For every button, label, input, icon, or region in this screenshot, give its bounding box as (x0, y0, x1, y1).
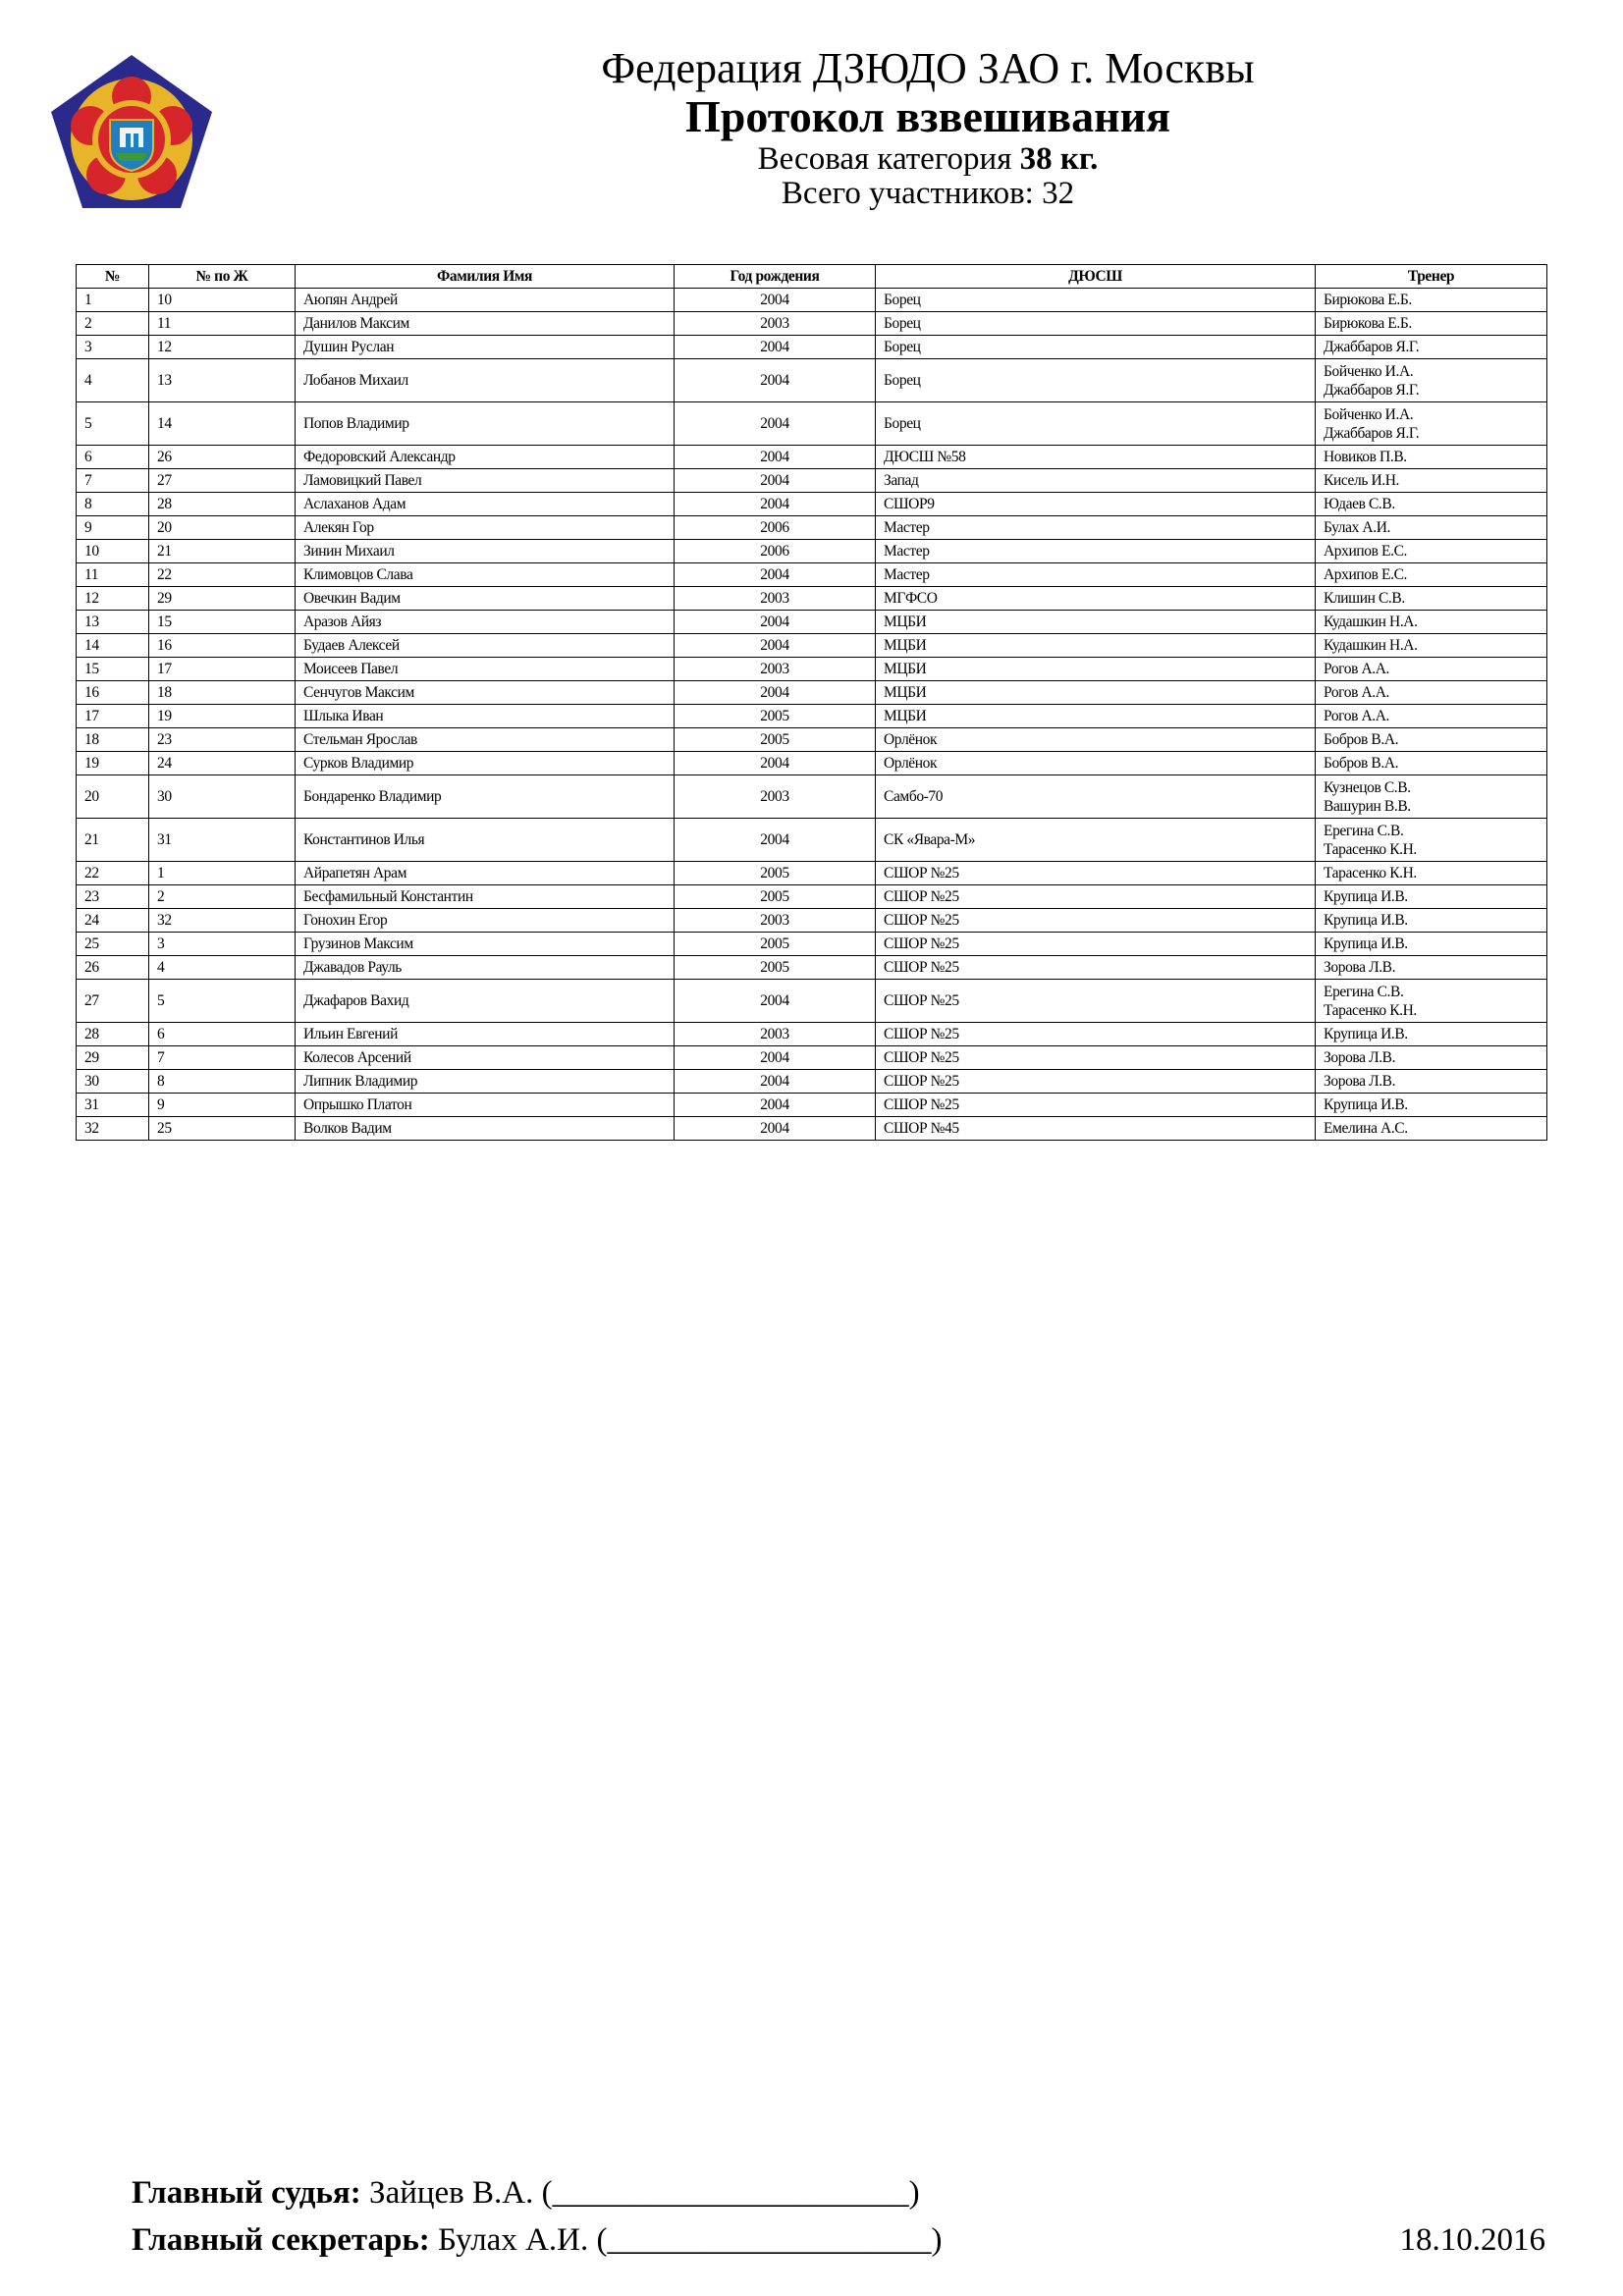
coach-name: Кудашкин Н.А. (1324, 614, 1418, 630)
table-row (77, 1094, 1547, 1117)
cell-school: Орлёнок (876, 752, 1316, 775)
cell-number: 1 (77, 289, 149, 312)
cell-coach (1316, 402, 1547, 446)
col-header-school: ДЮСШ (876, 265, 1316, 289)
cell-name: Волков Вадим (296, 1117, 675, 1141)
federation-emblem-icon (45, 49, 218, 214)
cell-school: МЦБИ (876, 681, 1316, 705)
cell-coach (1316, 819, 1547, 862)
table-row (77, 956, 1547, 980)
cell-school: СШОР №25 (876, 862, 1316, 885)
cell-number: 11 (77, 563, 149, 587)
cell-birth-year: 2005 (675, 956, 876, 980)
cell-draw-number: 1 (149, 862, 296, 885)
cell-number: 23 (77, 885, 149, 909)
cell-birth-year: 2004 (675, 980, 876, 1023)
cell-birth-year: 2003 (675, 909, 876, 933)
cell-birth-year: 2004 (675, 819, 876, 862)
cell-draw-number: 5 (149, 980, 296, 1023)
table-row (77, 1046, 1547, 1070)
cell-draw-number: 17 (149, 658, 296, 681)
table-row (77, 681, 1547, 705)
cell-number: 20 (77, 775, 149, 819)
table-row (77, 493, 1547, 516)
cell-name: Овечкин Вадим (296, 587, 675, 611)
cell-school: Самбо-70 (876, 775, 1316, 819)
coach-name: Булах А.И. (1324, 519, 1390, 536)
cell-birth-year: 2004 (675, 289, 876, 312)
cell-name: Шлыка Иван (296, 705, 675, 728)
table-row (77, 289, 1547, 312)
coach-name: Зорова Л.В. (1324, 959, 1396, 976)
coach-name: Джаббаров Я.Г. (1324, 381, 1420, 399)
cell-coach (1316, 1117, 1547, 1141)
cell-number: 12 (77, 587, 149, 611)
table-row (77, 909, 1547, 933)
coach-name: Архипов Е.С. (1324, 543, 1407, 560)
coach-name: Рогов А.А. (1324, 708, 1390, 724)
cell-number: 30 (77, 1070, 149, 1094)
cell-number: 13 (77, 611, 149, 634)
cell-school: Мастер (876, 540, 1316, 563)
cell-school: МЦБИ (876, 658, 1316, 681)
cell-draw-number: 22 (149, 563, 296, 587)
cell-draw-number: 18 (149, 681, 296, 705)
cell-birth-year: 2003 (675, 587, 876, 611)
weight-category-value: 38 кг. (1019, 141, 1099, 177)
cell-birth-year: 2004 (675, 493, 876, 516)
chief-secretary-line (132, 2224, 942, 2257)
cell-number: 32 (77, 1117, 149, 1141)
cell-coach (1316, 862, 1547, 885)
cell-number: 10 (77, 540, 149, 563)
cell-coach (1316, 289, 1547, 312)
cell-coach (1316, 885, 1547, 909)
chief-secretary-value: Булах А.И. (____________________) (438, 2222, 943, 2258)
cell-draw-number: 24 (149, 752, 296, 775)
cell-name: Бесфамильный Константин (296, 885, 675, 909)
cell-coach (1316, 933, 1547, 956)
table-row (77, 980, 1547, 1023)
participants-count: Всего участников: 32 (781, 176, 1075, 211)
cell-name: Константинов Илья (296, 819, 675, 862)
cell-school: Борец (876, 289, 1316, 312)
cell-birth-year: 2005 (675, 933, 876, 956)
cell-name: Стельман Ярослав (296, 728, 675, 752)
cell-coach (1316, 1070, 1547, 1094)
cell-birth-year: 2004 (675, 469, 876, 493)
cell-draw-number: 27 (149, 469, 296, 493)
cell-name: Гонохин Егор (296, 909, 675, 933)
coach-name: Джаббаров Я.Г. (1324, 424, 1420, 442)
cell-draw-number: 26 (149, 446, 296, 469)
col-header-draw-number: № по Ж (149, 265, 296, 289)
coach-name: Крупица И.В. (1324, 935, 1408, 952)
coach-name: Вашурин В.В. (1324, 797, 1411, 815)
table-row (77, 775, 1547, 819)
coach-name: Рогов А.А. (1324, 684, 1390, 701)
cell-number: 14 (77, 634, 149, 658)
cell-school: СШОР №25 (876, 956, 1316, 980)
cell-draw-number: 28 (149, 493, 296, 516)
cell-draw-number: 16 (149, 634, 296, 658)
cell-coach (1316, 752, 1547, 775)
cell-school: МГФСО (876, 587, 1316, 611)
cell-draw-number: 2 (149, 885, 296, 909)
cell-school: СШОР №25 (876, 1023, 1316, 1046)
cell-school: СШОР9 (876, 493, 1316, 516)
coach-name: Бобров В.А. (1324, 731, 1399, 748)
cell-draw-number: 15 (149, 611, 296, 634)
cell-coach (1316, 681, 1547, 705)
cell-name: Колесов Арсений (296, 1046, 675, 1070)
cell-draw-number: 23 (149, 728, 296, 752)
cell-name: Грузинов Максим (296, 933, 675, 956)
cell-coach (1316, 336, 1547, 359)
coach-name: Кудашкин Н.А. (1324, 637, 1418, 654)
cell-birth-year: 2003 (675, 312, 876, 336)
cell-coach (1316, 909, 1547, 933)
cell-name: Моисеев Павел (296, 658, 675, 681)
federation-name: Федерация ДЗЮДО ЗАО г. Москвы (601, 44, 1255, 92)
cell-coach (1316, 1094, 1547, 1117)
cell-coach (1316, 446, 1547, 469)
cell-school: Запад (876, 469, 1316, 493)
table-row (77, 540, 1547, 563)
cell-birth-year: 2004 (675, 359, 876, 402)
cell-draw-number: 32 (149, 909, 296, 933)
cell-coach (1316, 587, 1547, 611)
col-header-coach: Тренер (1316, 265, 1547, 289)
cell-birth-year: 2005 (675, 885, 876, 909)
cell-name: Бондаренко Владимир (296, 775, 675, 819)
cell-birth-year: 2006 (675, 516, 876, 540)
cell-coach (1316, 563, 1547, 587)
cell-school: Мастер (876, 563, 1316, 587)
cell-number: 7 (77, 469, 149, 493)
cell-draw-number: 11 (149, 312, 296, 336)
cell-birth-year: 2004 (675, 1117, 876, 1141)
weigh-in-table (76, 264, 1547, 1141)
coach-name: Крупица И.В. (1324, 1096, 1408, 1113)
coach-name: Бирюкова Е.Б. (1324, 292, 1412, 308)
table-row (77, 312, 1547, 336)
chief-judge-label: Главный судья: (132, 2175, 361, 2211)
cell-birth-year: 2004 (675, 611, 876, 634)
coach-name: Тарасенко К.Н. (1324, 865, 1417, 881)
coach-name: Бобров В.А. (1324, 755, 1399, 772)
cell-name: Зинин Михаил (296, 540, 675, 563)
cell-birth-year: 2004 (675, 681, 876, 705)
cell-coach (1316, 728, 1547, 752)
cell-coach (1316, 312, 1547, 336)
cell-name: Джавадов Рауль (296, 956, 675, 980)
cell-school: МЦБИ (876, 705, 1316, 728)
cell-school: СШОР №45 (876, 1117, 1316, 1141)
table-row (77, 885, 1547, 909)
weight-category-label: Весовая категория (757, 141, 1012, 177)
cell-name: Аразов Айяз (296, 611, 675, 634)
cell-school: СШОР №25 (876, 1094, 1316, 1117)
cell-number: 31 (77, 1094, 149, 1117)
cell-draw-number: 8 (149, 1070, 296, 1094)
cell-coach (1316, 658, 1547, 681)
cell-draw-number: 4 (149, 956, 296, 980)
document-header (412, 44, 1443, 211)
cell-number: 9 (77, 516, 149, 540)
cell-coach (1316, 1023, 1547, 1046)
cell-coach (1316, 359, 1547, 402)
coach-name: Клишин С.В. (1324, 590, 1405, 607)
chief-judge-value: Зайцев В.А. (______________________) (369, 2175, 920, 2211)
table-row (77, 752, 1547, 775)
cell-birth-year: 2003 (675, 658, 876, 681)
cell-school: СК «Явара-М» (876, 819, 1316, 862)
cell-birth-year: 2004 (675, 336, 876, 359)
coach-name: Емелина А.С. (1324, 1120, 1408, 1137)
table-row (77, 469, 1547, 493)
table-row (77, 446, 1547, 469)
cell-school: Орлёнок (876, 728, 1316, 752)
cell-draw-number: 9 (149, 1094, 296, 1117)
table-row (77, 819, 1547, 862)
cell-school: СШОР №25 (876, 933, 1316, 956)
cell-school: МЦБИ (876, 611, 1316, 634)
cell-name: Лобанов Михаил (296, 359, 675, 402)
coach-name: Новиков П.В. (1324, 449, 1407, 465)
cell-number: 22 (77, 862, 149, 885)
cell-draw-number: 30 (149, 775, 296, 819)
cell-name: Джафаров Вахид (296, 980, 675, 1023)
chief-secretary-label: Главный секретарь: (132, 2222, 430, 2258)
cell-number: 18 (77, 728, 149, 752)
table-row (77, 563, 1547, 587)
cell-number: 28 (77, 1023, 149, 1046)
cell-draw-number: 19 (149, 705, 296, 728)
cell-draw-number: 3 (149, 933, 296, 956)
cell-draw-number: 20 (149, 516, 296, 540)
cell-school: Мастер (876, 516, 1316, 540)
table-row (77, 516, 1547, 540)
table-row (77, 1117, 1547, 1141)
cell-number: 3 (77, 336, 149, 359)
table-row (77, 336, 1547, 359)
cell-school: Борец (876, 312, 1316, 336)
cell-coach (1316, 469, 1547, 493)
cell-birth-year: 2006 (675, 540, 876, 563)
coach-name: Бирюкова Е.Б. (1324, 315, 1412, 332)
weight-category (412, 143, 1443, 176)
coach-name: Бойченко И.А. (1324, 405, 1414, 423)
cell-birth-year: 2004 (675, 752, 876, 775)
col-header-number: № (77, 265, 149, 289)
cell-birth-year: 2003 (675, 1023, 876, 1046)
col-header-birth-year: Год рождения (675, 265, 876, 289)
cell-birth-year: 2004 (675, 402, 876, 446)
cell-name: Сурков Владимир (296, 752, 675, 775)
cell-school: СШОР №25 (876, 980, 1316, 1023)
document-date: 18.10.2016 (1399, 2222, 1545, 2258)
cell-birth-year: 2005 (675, 862, 876, 885)
cell-draw-number: 25 (149, 1117, 296, 1141)
cell-draw-number: 12 (149, 336, 296, 359)
cell-birth-year: 2004 (675, 1070, 876, 1094)
coach-name: Крупица И.В. (1324, 888, 1408, 905)
cell-school: СШОР №25 (876, 885, 1316, 909)
cell-birth-year: 2004 (675, 1094, 876, 1117)
table-row (77, 705, 1547, 728)
cell-birth-year: 2004 (675, 634, 876, 658)
coach-name: Тарасенко К.Н. (1324, 1001, 1417, 1019)
col-header-name: Фамилия Имя (296, 265, 675, 289)
cell-number: 15 (77, 658, 149, 681)
cell-number: 2 (77, 312, 149, 336)
cell-draw-number: 29 (149, 587, 296, 611)
cell-coach (1316, 493, 1547, 516)
table-row (77, 1070, 1547, 1094)
cell-draw-number: 10 (149, 289, 296, 312)
coach-name: Ерегина С.В. (1324, 983, 1404, 1000)
cell-name: Душин Руслан (296, 336, 675, 359)
cell-name: Будаев Алексей (296, 634, 675, 658)
coach-name: Крупица И.В. (1324, 912, 1408, 929)
table-header-row (77, 265, 1547, 289)
cell-name: Аслаханов Адам (296, 493, 675, 516)
cell-number: 5 (77, 402, 149, 446)
cell-school: СШОР №25 (876, 1046, 1316, 1070)
cell-name: Липник Владимир (296, 1070, 675, 1094)
cell-coach (1316, 1046, 1547, 1070)
table-row (77, 611, 1547, 634)
cell-draw-number: 31 (149, 819, 296, 862)
table-row (77, 587, 1547, 611)
coach-name: Юдаев С.В. (1324, 496, 1395, 512)
cell-coach (1316, 705, 1547, 728)
cell-number: 17 (77, 705, 149, 728)
cell-number: 27 (77, 980, 149, 1023)
cell-draw-number: 21 (149, 540, 296, 563)
cell-draw-number: 7 (149, 1046, 296, 1070)
coach-name: Тарасенко К.Н. (1324, 840, 1417, 858)
cell-birth-year: 2004 (675, 446, 876, 469)
cell-name: Климовцов Слава (296, 563, 675, 587)
cell-name: Федоровский Александр (296, 446, 675, 469)
cell-name: Алекян Гор (296, 516, 675, 540)
coach-name: Зорова Л.В. (1324, 1049, 1396, 1066)
cell-draw-number: 6 (149, 1023, 296, 1046)
document-title: Протокол взвешивания (684, 91, 1170, 141)
coach-name: Джаббаров Я.Г. (1324, 339, 1420, 355)
table-row (77, 862, 1547, 885)
cell-coach (1316, 775, 1547, 819)
table-row (77, 728, 1547, 752)
cell-coach (1316, 634, 1547, 658)
table-row (77, 634, 1547, 658)
cell-school: МЦБИ (876, 634, 1316, 658)
coach-name: Зорова Л.В. (1324, 1073, 1396, 1090)
table-row (77, 359, 1547, 402)
cell-number: 26 (77, 956, 149, 980)
cell-number: 21 (77, 819, 149, 862)
table-row (77, 933, 1547, 956)
cell-birth-year: 2003 (675, 775, 876, 819)
cell-name: Сенчугов Максим (296, 681, 675, 705)
coach-name: Ерегина С.В. (1324, 822, 1404, 839)
cell-number: 6 (77, 446, 149, 469)
chief-judge-line (132, 2177, 920, 2210)
cell-name: Ламовицкий Павел (296, 469, 675, 493)
cell-coach (1316, 611, 1547, 634)
cell-number: 25 (77, 933, 149, 956)
table-row (77, 1023, 1547, 1046)
cell-school: СШОР №25 (876, 909, 1316, 933)
cell-school: ДЮСШ №58 (876, 446, 1316, 469)
cell-coach (1316, 980, 1547, 1023)
cell-birth-year: 2005 (675, 705, 876, 728)
cell-coach (1316, 956, 1547, 980)
table-row (77, 658, 1547, 681)
cell-school: Борец (876, 402, 1316, 446)
cell-name: Данилов Максим (296, 312, 675, 336)
coach-name: Рогов А.А. (1324, 661, 1390, 677)
cell-number: 16 (77, 681, 149, 705)
coach-name: Крупица И.В. (1324, 1026, 1408, 1042)
coach-name: Архипов Е.С. (1324, 566, 1407, 583)
cell-coach (1316, 540, 1547, 563)
cell-birth-year: 2004 (675, 563, 876, 587)
coach-name: Кузнецов С.В. (1324, 778, 1411, 796)
cell-coach (1316, 516, 1547, 540)
cell-name: Айрапетян Арам (296, 862, 675, 885)
cell-draw-number: 14 (149, 402, 296, 446)
coach-name: Кисель И.Н. (1324, 472, 1399, 489)
cell-school: Борец (876, 359, 1316, 402)
cell-number: 8 (77, 493, 149, 516)
cell-name: Ильин Евгений (296, 1023, 675, 1046)
coach-name: Бойченко И.А. (1324, 362, 1414, 380)
cell-school: Борец (876, 336, 1316, 359)
cell-number: 24 (77, 909, 149, 933)
cell-school: СШОР №25 (876, 1070, 1316, 1094)
cell-name: Попов Владимир (296, 402, 675, 446)
cell-name: Аюпян Андрей (296, 289, 675, 312)
cell-birth-year: 2004 (675, 1046, 876, 1070)
cell-draw-number: 13 (149, 359, 296, 402)
cell-birth-year: 2005 (675, 728, 876, 752)
cell-number: 4 (77, 359, 149, 402)
cell-number: 29 (77, 1046, 149, 1070)
cell-number: 19 (77, 752, 149, 775)
cell-name: Опрышко Платон (296, 1094, 675, 1117)
table-row (77, 402, 1547, 446)
